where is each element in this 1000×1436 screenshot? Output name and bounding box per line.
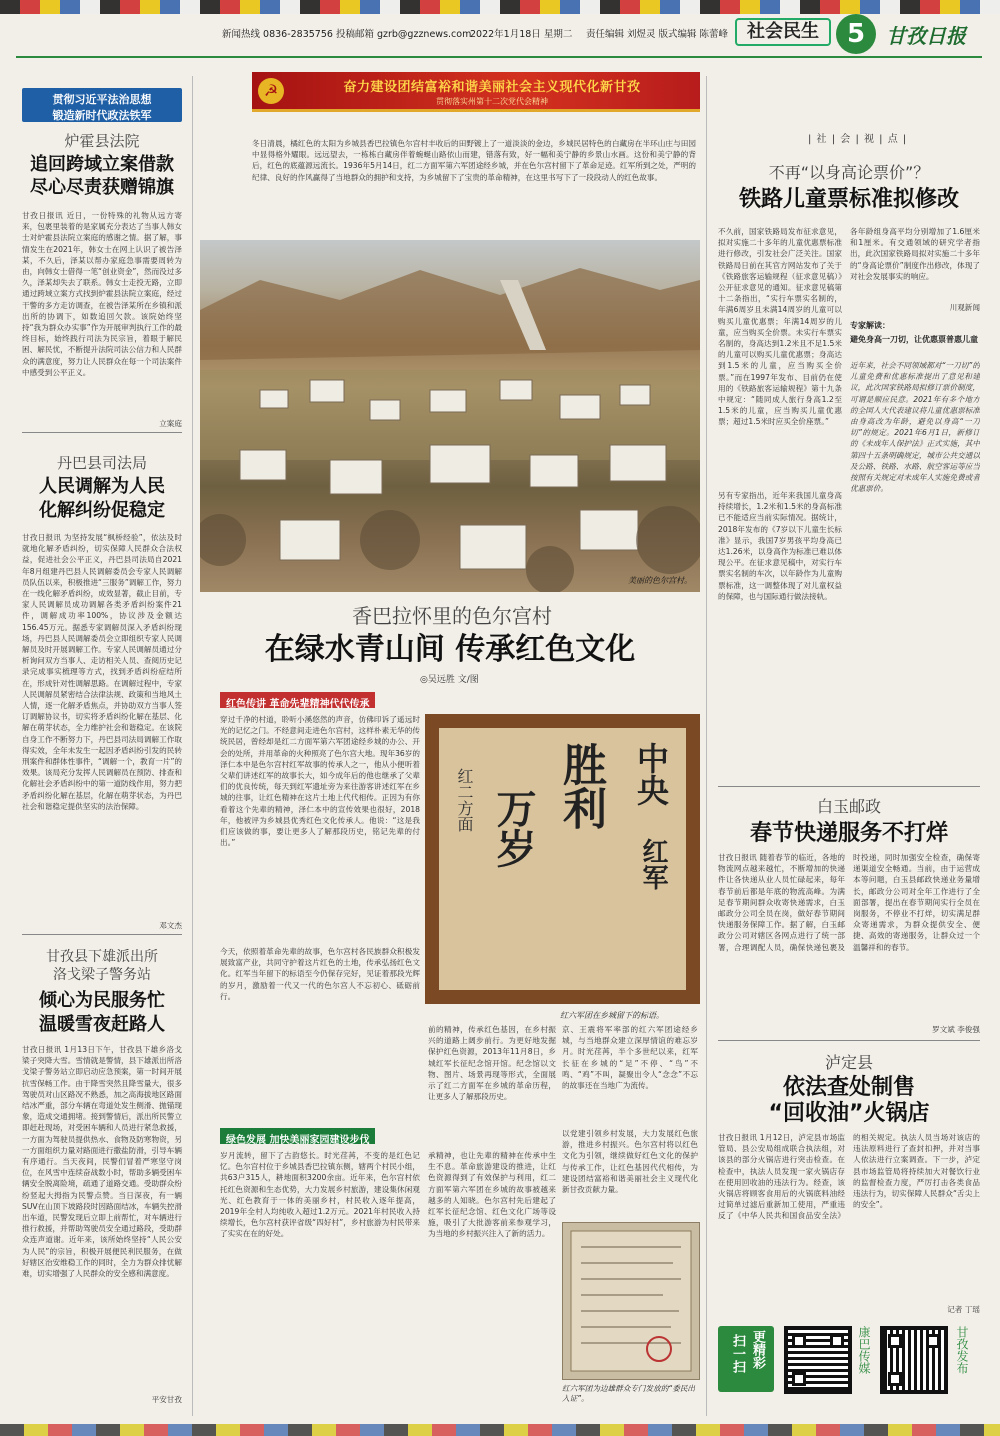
qr-label-kangba: 康巴传媒 xyxy=(857,1326,871,1374)
top-banner xyxy=(252,72,700,112)
story2-headline-1: 人民调解为人民 xyxy=(39,476,165,497)
qr-strip xyxy=(718,1320,980,1400)
post-body: 甘孜日报讯 随着春节的临近，各地的物流网点越来越忙，不断增加的快递件让各快递从业人员忙碌起来，每年春节前后都是年底的物流高峰。为满足春节期间群众收寄快递需求，白玉邮政分公司全员在岗，做好春节期间快递服务保障工作。据了解，白玉邮政分公司对辖区各网点进行了统一部署，合理调配人员，确保快递包裹及时投递，同时加强安全检查，确保寄递渠道安全畅通。当前，由于运营成本等问题，白玉县邮政快递业务量增长，邮政分公司对全年工作进行了全面部署，提出在春节期间实行全员在岗服务，不停业不打烊，切实满足群众寄递需求，为群众提供安全、便捷、高效的寄递服务，让群众过一个温馨祥和的春节。 xyxy=(718,853,980,952)
feature-body-mid: 前的精神，传承红色基因，在乡村振兴的道路上阔步前行。为更好地发掘保护红色资源，2013年11月8日，乡城红军长征纪念馆开馆。纪念馆以文物、图片、场景再现等形式，全面展示了红二方面军在乡城的革命历程，让更多人了解那段历史。 xyxy=(428,1025,556,1102)
qr-label-ganzi: 甘孜发布 xyxy=(955,1326,969,1374)
section-heading-2 xyxy=(220,1128,375,1144)
editors-line: 责任编辑 刘煜灵 版式编辑 陈蕾峰 xyxy=(586,29,729,40)
luding-body: 甘孜日报讯 1月12日，泸定县市场监管局、县公安局组成联合执法组，对该县的部分火锅店进行突击检查。在检查中，执法人员发现一家火锅店存在使用回收油的违法行为。经查，该火锅店将顾客食用后的火锅底料油经过简单过滤后重新加工使用，严重违反了《中华人民共和国食品安全法》的相关规定。执法人员当场对该店的违法原料进行了查封扣押，并对当事人依法进行立案调查。下一步，泸定县市场监管局将持续加大对餐饮行业的监督检查力度，严厉打击各类食品违法行为，切实保障人民群众“舌尖上的安全”。 xyxy=(718,1133,980,1221)
calligraphy-side-text: 红二方面 xyxy=(455,768,474,832)
scan-label xyxy=(718,1326,774,1392)
feature-body-2: 今天，依照着革命先辈的故事，色尔宫村各民族群众积极发展致富产业，共同守护着这片红色的土地，传承弘扬红色文化。红军当年留下的标语至今仍保存完好，见证着那段光辉的岁月，激励着一代又一代的色尔宫人不忘初心、砥砺前行。 xyxy=(220,947,420,1001)
calligraphy-line-2: 红军 xyxy=(638,838,668,890)
feature-kicker: 香巴拉怀里的色尔宫村 xyxy=(352,604,552,628)
feature-headline: 在绿水青山间 传承红色文化 xyxy=(264,632,636,667)
luding-kicker: 泸定县 xyxy=(824,1053,873,1072)
document-photo xyxy=(562,1222,700,1380)
section-heading-1-text: 红色传讲 革命先辈精神代代传承 xyxy=(226,699,370,710)
section-name: 社会民生 xyxy=(735,18,831,46)
feature-body-4: 承精神，也让先辈的精神在传承中生生不息。革命旅游建设的推进，让红色资源得到了有效保护与利用，红二方面军第六军团在乡城的故事被越来越多的人知晓。色尔宫村先后建起了红军长征纪念馆、红色文化广场等设施，吸引了大批游客前来参观学习，为当地的乡村振兴注入了新的活力。 xyxy=(428,1151,556,1239)
post-kicker: 白玉邮政 xyxy=(816,797,881,816)
story3-headline-2: 温暖雪夜赶路人 xyxy=(39,1014,165,1035)
expert-title: 专家解读： xyxy=(850,321,890,330)
post-author: 罗文斌 李俊强 xyxy=(932,1025,980,1034)
story3-headline-1: 倾心为民服务忙 xyxy=(39,990,165,1011)
section-heading-2-text: 绿色发展 加快美丽家园建设步伐 xyxy=(226,1135,370,1146)
feature-body-5: 以党建引领乡村发展，大力发展红色旅游，推进乡村振兴。色尔宫村将以红色文化为引领，继续做好红色文化的保护与传承工作，让红色基因代代相传，为建设团结富裕和谐美丽社会主义现代化新甘孜贡献力量。 xyxy=(562,1129,698,1195)
story3-body: 甘孜日报讯 1月13日下午，甘孜县下雄乡洛戈梁子突降大雪。雪情就是警情，县下雄派出所洛戈梁子警务站立即启动应急预案，第一时间开展抗雪保畅工作。由于降雪突然且降雪量大，很多驾驶员对山区路况不熟悉，加之高海拔地区路面结冰严重，部分车辆在弯道处发生侧滑、抛锚现象，造成交通拥堵。接到警情后，派出所民警立即赶赴现场，对受困车辆和人员进行紧急救援，一方面为驾驶员提供热水、食物及防寒物资，另一方面组织力量对路面进行撒盐防滑，引导车辆有序通行。当天夜间，民警们冒着严寒坚守岗位，在风雪中连续奋战数小时，帮助多辆受困车辆安全脱离险境，疏通了道路交通。受助群众纷纷竖起大拇指为民警点赞。当日深夜，有一辆SUV在山顶下坡路段时因路面结冰，车辆失控滑出车道，民警发现后立即上前帮忙，对车辆进行推行救援，并帮助驾驶员安全通过路段，受助群众连声道谢。近年来，该所始终坚持“人民公安为人民”的宗旨，积极开展便民利民服务，在做好辖区治安维稳工作的同时，全力为群众排忧解难，切实增强了人民群众的安全感和满意度。 xyxy=(22,1045,182,1279)
right-section-tag: | 社 | 会 | 视 | 点 | xyxy=(808,134,908,145)
story2-author: 邓文杰 xyxy=(159,921,182,930)
scan-text: 扫一扫 xyxy=(730,1334,745,1373)
story1-kicker: 炉霍县法院 xyxy=(64,132,140,150)
paper-logo: 甘孜日报 xyxy=(886,24,966,48)
feature-byline: ◎吴远胜 文/图 xyxy=(420,675,479,685)
banner-title: 奋力建设团结富裕和谐美丽社会主义现代化新甘孜 xyxy=(343,80,641,95)
story2-body: 甘孜日报讯 为坚持发展“枫桥经验”，依法及时就地化解矛盾纠纷，切实保障人民群众合法权益，促进社会公平正义，丹巴县司法局自2021年8月组建丹巴县人民调解委员会专家人民调解员队伍以来，积极推进“三服务”调解工作，努力在一线化解矛盾纠纷，成效显著，截止目前，专家人民调解员成功调解各类矛盾纠纷案件21件，调解成功率100%，协议涉及金额达156.45万元。据悉专家调解员深入矛盾纠纷现场，丹巴县人民调解委员会立即组织专家人民调解员及时开展调解工作。专家人民调解员通过分析询问双方当事人、走访相关人员、查阅历史记录完成事实梳理等方式，找到矛盾纠纷症结所在，形成针对性调解思路。在调解过程中，专家人民调解员紧密结合法律法规、政策和当地风土人情，逐一化解矛盾焦点，并协助双方当事人签订调解协议书，切实将矛盾纠纷化解在基层、化解在萌芽状态，全力维护社会和谐稳定。在该院自身工作不断努力下，丹巴县司法局调解工作取得实效，全年未发生一起因矛盾纠纷引发的民转刑案件和群体性事件，“调解一个，教育一片”的效果。该局充分发挥人民调解员在预防、排查和化解社会矛盾纠纷中的第一道防线作用，努力把矛盾纠纷化解在基层，化解在萌芽状态，为丹巴社会和谐稳定提供坚实的法治保障。 xyxy=(22,533,182,811)
rail-author: 川观新闻 xyxy=(949,303,980,312)
rail-headline: 铁路儿童票标准拟修改 xyxy=(738,187,959,212)
page-number: 5 xyxy=(836,14,876,54)
story2-kicker: 丹巴县司法局 xyxy=(56,454,147,472)
calligraphy-line-1: 中央 xyxy=(632,742,670,806)
print-color-bar xyxy=(0,1424,1000,1436)
feature-body-3: 岁月流转，留下了古韵悠长。时光荏苒，不变的是红色记忆。色尔宫村位于乡城县香巴拉镇东侧，辖两个村民小组，共63户315人，耕地面积3200余亩。近年来，色尔宫村依托红色资源和生态优势，大力发展乡村旅游，建设集休闲观光、红色教育于一体的美丽乡村，村民收入逐年提高，2019年全村人均纯收入超过1.2万元。2021年村民收入持续增长，色尔宫村获评省级“四好村”，乡村旅游为村民带来了实实在在的好处。 xyxy=(220,1151,420,1239)
calligraphy-line-4: 万岁 xyxy=(490,788,537,868)
expert-lead: 避免身高一刀切，让优惠票普惠儿童 xyxy=(850,335,978,344)
page-header xyxy=(0,0,1000,64)
expert-body: 近年来，社会不同领域都对“一刀切”的儿童免费和优惠标准提出了意见和建议，此次国家铁路局拟修订票价制度，可谓是顺应民意。2021年有多个地方的全国人大代表建议将儿童优惠票标准由身高改为年龄，避免以身高“一刀切”的规定。2021年6月1日，新修订的《未成年人保护法》正式实施，其中第四十五条明确规定，城市公共交通以及公路、铁路、水路、航空客运等应当按照有关规定对未成年人实施免费或者优惠票价。 xyxy=(850,361,980,494)
calligraphy-line-3: 胜利 xyxy=(555,742,606,830)
feature-body-1: 穿过千净的村道，聆听小溪悠然的声音，仿佛印诉了遥远时光的记忆之门。不经意间走进色尔宫村，这样朴素无华的传统民居，曾经却是红二方面军第六军团途经乡城的办公、开会的处所，并用革命的火种照亮了色尔宫大地。现年36岁的泽仁本中是色尔宫村红军故事的传承人之一，他从小便听着父辈们讲述红军的故事长大，如今成年后的他也继承了父辈们的优良传统，每天到红军遗址旁为来往游客讲述红军在乡城的往事，让红色精神在这片土地上代代相传。正因为有你看着这个先辈的精神，泽仁本中的宣传效果也很好，2018年，他被评为乡城县优秀红色文化传承人。他说：“这是我们应该做的事，要让更多人了解那段历史，铭记先辈的付出。” xyxy=(220,715,420,848)
qr-code-kangba[interactable] xyxy=(784,1326,852,1394)
story1-headline-2: 尽心尽责获赠锦旗 xyxy=(30,177,174,198)
qr-code-ganzi[interactable] xyxy=(880,1326,948,1394)
issue-date: 2022年1月18日 星期二 xyxy=(470,29,573,40)
story2-headline-2: 化解纠纷促稳定 xyxy=(39,500,165,521)
hotline-text: 新闻热线 0836-2835756 投稿邮箱 gzrb@gzznews.com xyxy=(222,29,472,40)
party-emblem-icon: ☭ xyxy=(258,78,284,104)
section-heading-1 xyxy=(220,692,375,708)
rail-body-a: 不久前，国家铁路局发布征求意见，拟对实施二十多年的儿童优惠票标准进行修改，引发社会广泛关注。国家铁路局日前在其官方网站发布了关于《铁路旅客运输规程（征求意见稿）》公开征求意见的通知。征求意见稿第十二条指出，“实行车票实名制的，年满6周岁且未满14周岁的儿童可以购买儿童优惠票；年满14周岁的儿童，应当购买全价票。未实行车票实名制的，身高达到1.2米且不足1.5米的儿童可以购买儿童优惠票；身高达到1.5米的儿童，应当购买全价票。”而在1997年发布、目前仍在使用的《铁路旅客运输规程》第十九条中规定：“随同成人旅行身高1.2至1.5米的儿童，应当购买儿童优惠票；超过1.5米时应买全价座票。” xyxy=(718,227,842,427)
story1-author: 立案庭 xyxy=(159,419,182,428)
rail-body-b: 另有专家指出，近年来我国儿童身高持续增长，1.2米和1.5米的身高标准已不能适应当前实际情况。据统计，2018年发布的《7岁以下儿童生长标准》显示，我国7岁男孩平均身高已达1.26米，以身高作为标准已难以体现公平。在征求意见稿中，对实行车票实名制的车次，以年龄作为儿童购票标准，这一调整体现了对儿童权益的保障，也与国际通行做法接轨。 xyxy=(718,491,842,601)
document-graphic xyxy=(563,1223,699,1379)
left-tag-line1: 贯彻习近平法治思想 xyxy=(52,93,152,106)
rail-body-c: 各年龄组身高平均分别增加了1.6厘米和1厘米。有交通领域的研究学者指出，此次国家铁路局拟对实施二十多年的“身高论票价”制度作出修改，体现了对社会发展事实的响应。 xyxy=(850,227,980,281)
story3-kicker-1: 甘孜县下雄派出所 xyxy=(46,949,158,965)
story1-body: 甘孜日报讯 近日，一份特殊的礼物从远方寄来，包裹里装着的是家属充分表达了当事人韩女士对炉霍县法院立案庭的感谢之情。据了解，事情发生在2021年，韩女士在网上认识了被告泽某，不久后，泽某以帮办家庭急事需要周转为由，向韩女士借得一笔“创业资金”，然而没过多久，泽某却失去了联系。韩女士走投无路，立即通过跨域立案方式找到炉霍县法院立案庭，经过干警的多方走访调查，在被告泽某所在乡镇和派出所的协调下，如数追回欠款。该院始终坚持“我为群众办实事”作为开展审判执行工作的最终目标，始终践行司法为民宗旨，着眼于解民困、解民忧，不断提升法院司法公信力和人民群众的满意度，努力让人民群众在每一个司法案件中感受到公平正义。 xyxy=(22,211,182,377)
luding-headline-2: “回收油”火锅店 xyxy=(768,1101,930,1126)
banner-subtitle: 贯彻落实州第十二次党代会精神 xyxy=(436,97,548,106)
photo-caption: 美丽的色尔宫村。 xyxy=(628,576,692,585)
left-column-tag xyxy=(22,88,182,122)
post-headline: 春节快递服务不打烊 xyxy=(749,821,948,846)
luding-headline-1: 依法查处制售 xyxy=(782,1075,915,1100)
more-text: 更精彩 xyxy=(750,1330,765,1369)
calligraphy-caption: 红六军团在乡城留下的标语。 xyxy=(560,1011,664,1020)
calligraphy-photo xyxy=(425,714,700,1004)
document-caption: 红六军团为边雄群众专门发放的“委民出入证”。 xyxy=(562,1384,696,1403)
village-photo xyxy=(200,240,700,592)
story1-headline-1: 追回跨域立案借款 xyxy=(30,154,174,175)
rail-kicker: 不再“以身高论票价”？ xyxy=(768,163,930,182)
story3-kicker-2: 洛戈梁子警务站 xyxy=(53,967,151,983)
feature-body-right: 京、王震将军率部的红六军团途经乡城，与当地群众建立深厚情谊的难忘岁月。时光荏苒，半个多世纪以来，红军长征在乡城的“足”不停、“鸟”不鸣、“鸡”不叫，凝聚出令人“念念”不忘的故事还在当地广为流传。 xyxy=(562,1025,698,1091)
left-tag-line2: 锻造新时代政法铁军 xyxy=(52,109,152,122)
luding-author: 记者 丁瑶 xyxy=(947,1305,980,1314)
story3-author: 平安甘孜 xyxy=(151,1395,182,1404)
feature-intro: 冬日清晨，橘红色的太阳为乡城县香巴拉镇色尔宫村丰收后的田野镀上了一道淡淡的金边，乡城民居特色的白藏房在半环山庄与田园中显得格外耀眼。远远望去，一栋栋白藏房伴着蜿蜒山路依山而建，错落有致，好一幅和美宁静的乡景山水画。这份和美宁静的背后，红色的底蕴源远流长。1936年5月14日，红二方面军第六军团途经乡城，并在色尔宫村留下了革命足迹。红军所到之处，严明的纪律、良好的作风赢得了当地群众的拥护和支持，为乡城留下了宝贵的革命精神，在这里书写下了一段段动人的红色故事。 xyxy=(252,139,696,182)
village-photo-graphic xyxy=(200,240,700,592)
